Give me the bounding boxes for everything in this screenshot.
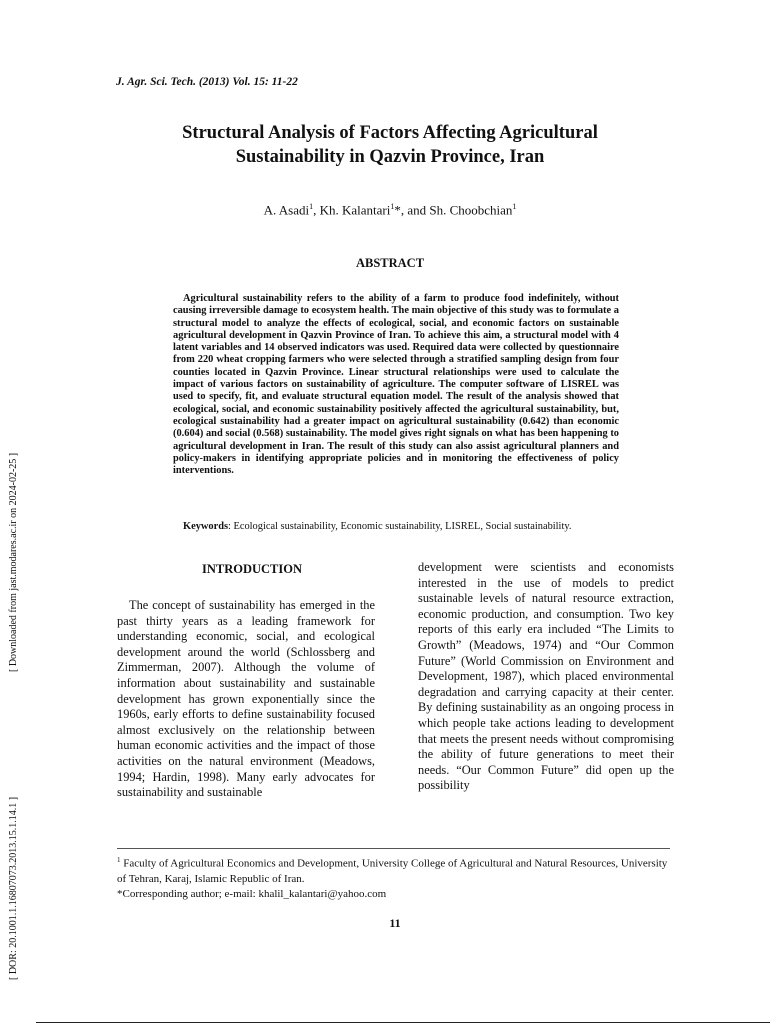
keywords bbox=[173, 520, 619, 534]
abstract-text: Agricultural sustainability refers to the ability of a farm to produce food indefinitely, without causing irreversible damage to ecosystem health. The main objective of this study was to formulate a structural model to analyze the effects of ecological, social, and economic factors on sustainable agricultural development in Qazvin Province of Iran. To achieve this aim, a structural model with 4 latent variables and 14 observed indicators was used. Required data were collected by questionnaire from 220 wheat cropping farmers who were selected through a stratified sampling design from four counties located in Qazvin Province. Linear structural relationships were used to calculate the impact of various factors on sustainability of agriculture. The computer software of LISREL was used to specify, fit, and evaluate structural equation model. The result of the analysis showed that ecological, social, and economic sustainability positively affected the agricultural sustainability, but, ecological sustainability had a greater impact on agricultural sustainability (0.642) than economic (0.604) and social (0.568) sustainability. The model gives right signals on what has been happening to agricultural development in Iran. The result of this study can also assist agricultural planners and policy-makers in identifying appropriate policies and in monitoring the effectiveness of policy interventions. bbox=[173, 293, 619, 477]
introduction-heading: INTRODUCTION bbox=[201, 562, 302, 576]
introduction-left-column: The concept of sustainability has emerged in the past thirty years as a leading framework for understanding economic, social, and ecological development around the world (Schlossberg and Zimmerman, 2007). Although the volume of information about sustainability and sustainable development has grown exponentially since the 1960s, early efforts to define sustainability focused almost exclusively on the relationship between human economic activities and the impact of those activities on the natural environment (Meadows, 1994; Hardin, 1998). Many early advocates for sustainability and sustainable bbox=[117, 598, 375, 800]
keywords-list: : Ecological sustainability, Economic sustainability, LISREL, Social sustainability. bbox=[228, 521, 572, 532]
page-bottom-rule bbox=[36, 1022, 770, 1023]
footnote bbox=[117, 853, 677, 902]
abstract-heading: ABSTRACT bbox=[355, 256, 425, 270]
affiliation-text: Faculty of Agricultural Economics and Development, University College of Agricultural and Natural Resources, University of Tehran, Karaj, Islamic Republic of Iran. bbox=[117, 857, 668, 885]
keywords-label: Keywords bbox=[183, 521, 229, 532]
author-1-affiliation: 1 bbox=[309, 202, 314, 211]
footnote-marker: 1 bbox=[117, 856, 121, 864]
corresponding-author: *Corresponding author; e-mail: khalil_kalantari@yahoo.com bbox=[117, 887, 387, 900]
paper-title bbox=[120, 121, 660, 169]
page-number: 11 bbox=[389, 916, 401, 930]
title-line-2: Sustainability in Qazvin Province, Iran bbox=[235, 147, 545, 167]
introduction-right-column: development were scientists and economists interested in the use of models to predict sustainable levels of natural resource extraction, economic production, and consumption. Two key reports of this early era included “The Limits to Growth” (Meadows, 1974) and “Our Common Future” (World Commission on Environment and Development, 1987), which placed environmental degradation and carrying capacity at their center. By defining sustainability as an ongoing process in which people take actions leading to development that meets the present needs without compromising the ability of future generations to meet their needs. “Our Common Future” did open up the possibility bbox=[418, 560, 674, 793]
footnote-divider bbox=[117, 848, 670, 849]
author-3-affiliation: 1 bbox=[512, 202, 517, 211]
download-stamp: [ Downloaded from jast.modares.ac.ir on 2024-02-25 ] bbox=[8, 452, 19, 672]
author-2: , Kh. Kalantari bbox=[313, 202, 391, 218]
journal-citation: J. Agr. Sci. Tech. (2013) Vol. 15: 11-22 bbox=[116, 76, 298, 88]
author-3: *, and Sh. Choobchian bbox=[394, 202, 513, 218]
author-1: A. Asadi bbox=[263, 202, 310, 218]
doi-stamp: [ DOR: 20.1001.1.16807073.2013.15.1.14.1 ] bbox=[8, 796, 19, 980]
title-line-1: Structural Analysis of Factors Affecting Agricultural bbox=[182, 123, 598, 143]
footnote-affiliation bbox=[117, 853, 677, 887]
author-2-affiliation: 1 bbox=[390, 202, 395, 211]
author-list bbox=[120, 202, 660, 218]
